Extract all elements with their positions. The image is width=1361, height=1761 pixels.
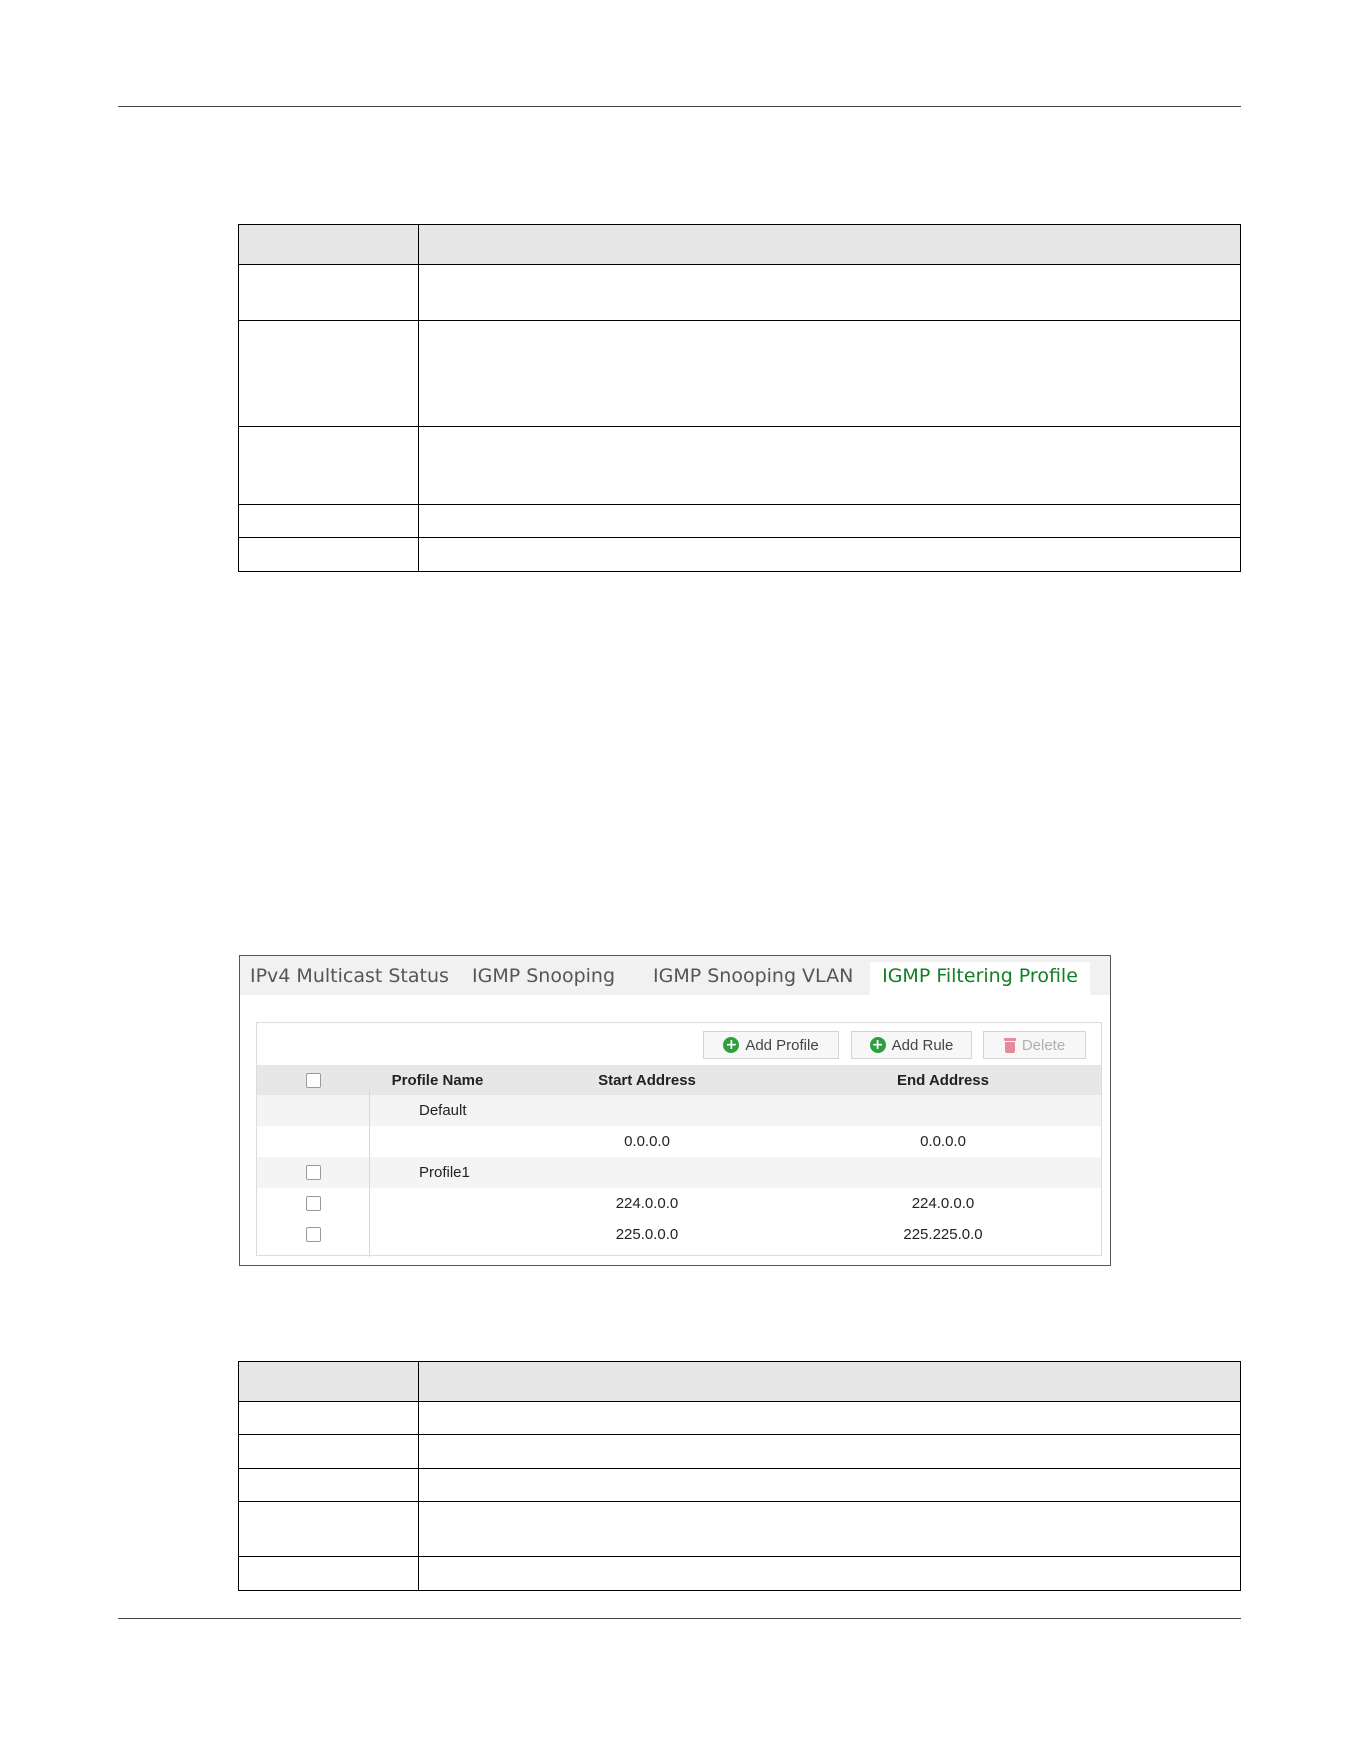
end-address-cell: 224.0.0.0: [911, 1195, 975, 1212]
table-row: [239, 321, 1241, 427]
delete-button[interactable]: [983, 1031, 1086, 1059]
tab-igmp-snooping[interactable]: IGMP Snooping: [472, 965, 616, 987]
table-cell: [419, 427, 1241, 505]
tab-ipv4-multicast-status[interactable]: IPv4 Multicast Status: [250, 965, 449, 987]
profile-name-cell: Default: [419, 1102, 467, 1119]
table-cell: [419, 1435, 1241, 1469]
table-cell: [239, 321, 419, 427]
select-all-checkbox[interactable]: [306, 1073, 321, 1088]
table-cell: [239, 505, 419, 538]
table-header-row: [257, 1065, 1101, 1095]
description-table-top: [238, 224, 1241, 572]
start-address-cell: 224.0.0.0: [615, 1195, 679, 1212]
table-row: [239, 265, 1241, 321]
table-row: [239, 1469, 1241, 1502]
tab-igmp-filtering-profile[interactable]: IGMP Filtering Profile: [870, 962, 1090, 995]
column-divider: [369, 1089, 370, 1257]
igmp-filtering-profile-screen: [239, 955, 1111, 1266]
table-cell: [419, 265, 1241, 321]
trash-icon: [1004, 1038, 1016, 1053]
row-checkbox-cell: [257, 1157, 369, 1188]
start-address-header: Start Address: [598, 1071, 696, 1089]
table-header-row: [239, 225, 1241, 265]
table-row: [239, 1557, 1241, 1591]
table-cell: [239, 1435, 419, 1469]
start-address-cell: 0.0.0.0: [624, 1133, 670, 1150]
row-checkbox[interactable]: [306, 1165, 321, 1180]
end-address-cell: 225.225.0.0: [903, 1226, 983, 1243]
table-cell: [419, 1502, 1241, 1557]
table-cell: [419, 538, 1241, 572]
end-address-cell: 0.0.0.0: [920, 1133, 966, 1150]
table-cell: [239, 1557, 419, 1591]
profile-name-header: Profile Name: [391, 1071, 484, 1089]
table-cell: [419, 1469, 1241, 1502]
row-checkbox[interactable]: [306, 1196, 321, 1211]
table-row: [239, 1435, 1241, 1469]
table-row: [239, 427, 1241, 505]
profile-panel: [256, 1022, 1102, 1256]
header-rule: [118, 106, 1241, 107]
delete-label: Delete: [1021, 1036, 1066, 1054]
table-cell: [419, 1402, 1241, 1435]
table-cell: [239, 1502, 419, 1557]
rule-row: [257, 1188, 1101, 1219]
table-header-row: [239, 1362, 1241, 1402]
end-address-header: End Address: [897, 1071, 989, 1089]
table-cell: [419, 1557, 1241, 1591]
profile-name-cell: Profile1: [419, 1164, 470, 1181]
table-cell: [239, 538, 419, 572]
table-cell: [239, 1469, 419, 1502]
tab-bar: [240, 956, 1110, 995]
table-cell: [239, 1362, 419, 1402]
select-all-cell: [257, 1065, 369, 1095]
plus-circle-icon: +: [723, 1037, 739, 1053]
add-profile-button[interactable]: [703, 1031, 839, 1059]
row-checkbox-cell: [257, 1219, 369, 1250]
table-row: [239, 1502, 1241, 1557]
add-profile-label: Add Profile: [745, 1036, 819, 1054]
table-cell: [419, 321, 1241, 427]
row-checkbox-cell: [257, 1188, 369, 1219]
table-row: [239, 505, 1241, 538]
table-cell: [239, 1402, 419, 1435]
table-cell: [239, 427, 419, 505]
start-address-cell: 225.0.0.0: [615, 1226, 679, 1243]
tab-igmp-snooping-vlan[interactable]: IGMP Snooping VLAN: [653, 965, 854, 987]
table-row: [239, 538, 1241, 572]
table-cell: [419, 225, 1241, 265]
rule-row: [257, 1126, 1101, 1157]
add-rule-button[interactable]: [851, 1031, 972, 1059]
table-cell: [239, 225, 419, 265]
row-checkbox[interactable]: [306, 1227, 321, 1242]
description-table-bottom: [238, 1361, 1241, 1591]
add-rule-label: Add Rule: [891, 1036, 954, 1054]
table-row: [239, 1402, 1241, 1435]
footer-rule: [118, 1618, 1241, 1619]
rule-row: [257, 1219, 1101, 1250]
profile-row-profile1: [257, 1157, 1101, 1188]
plus-circle-icon: +: [870, 1037, 886, 1053]
table-cell: [419, 1362, 1241, 1402]
profile-row-default: [257, 1095, 1101, 1126]
table-cell: [239, 265, 419, 321]
table-cell: [419, 505, 1241, 538]
